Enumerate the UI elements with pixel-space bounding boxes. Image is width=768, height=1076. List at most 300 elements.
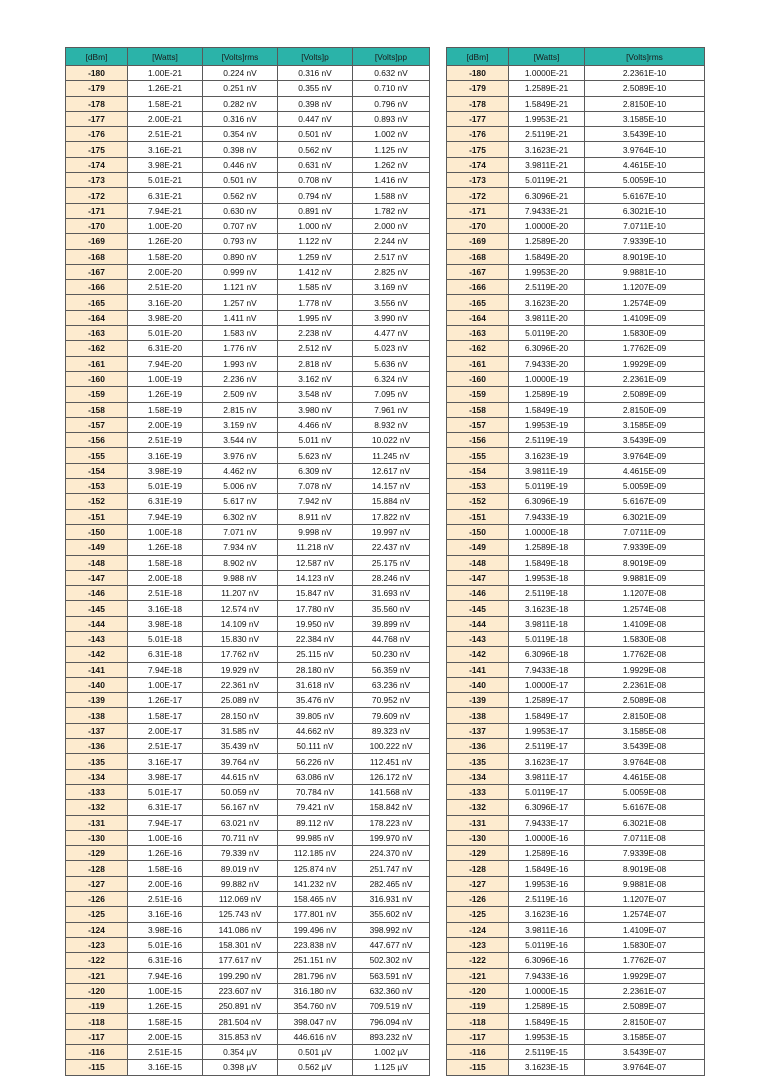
cell-dbm: -157 [66,417,128,432]
table-row [66,494,430,509]
cell-volts-peak-to-peak: 19.997 nV [353,524,430,539]
column-header-dbm: [dBm] [66,48,128,66]
cell-volts-peak: 354.760 nV [278,999,353,1014]
cell-volts-peak: 79.421 nV [278,800,353,815]
cell-volts-rms: 1.4109E-07 [585,922,705,937]
cell-dbm: -142 [447,647,509,662]
table-row [447,861,705,876]
cell-watts: 3.98E-20 [128,310,203,325]
cell-dbm: -176 [447,127,509,142]
table-row [447,417,705,432]
cell-volts-rms: 3.976 nV [203,448,278,463]
cell-volts-rms: 31.585 nV [203,723,278,738]
cell-volts-rms: 7.0711E-10 [585,218,705,233]
cell-watts: 7.94E-16 [128,968,203,983]
table-row [447,310,705,325]
cell-watts: 7.9433E-21 [509,203,585,218]
cell-volts-peak-to-peak: 44.768 nV [353,631,430,646]
cell-volts-peak: 0.398 nV [278,96,353,111]
cell-volts-rms: 0.446 nV [203,157,278,172]
cell-volts-peak: 0.562 µV [278,1060,353,1075]
cell-volts-rms: 0.398 nV [203,142,278,157]
cell-watts: 1.58E-18 [128,555,203,570]
cell-watts: 1.00E-15 [128,983,203,998]
cell-dbm: -178 [447,96,509,111]
cell-volts-rms: 0.630 nV [203,203,278,218]
table-row [66,830,430,845]
cell-volts-peak: 1.412 nV [278,264,353,279]
cell-volts-peak-to-peak: 17.822 nV [353,509,430,524]
cell-watts: 5.01E-17 [128,784,203,799]
cell-volts-rms: 9.988 nV [203,570,278,585]
cell-dbm: -118 [66,1014,128,1029]
cell-watts: 1.5849E-21 [509,96,585,111]
cell-volts-peak-to-peak: 3.990 nV [353,310,430,325]
cell-volts-rms: 2.8150E-07 [585,1014,705,1029]
cell-watts: 1.5849E-16 [509,861,585,876]
cell-dbm: -164 [447,310,509,325]
cell-watts: 3.16E-21 [128,142,203,157]
cell-dbm: -169 [66,234,128,249]
cell-dbm: -122 [447,953,509,968]
cell-volts-rms: 0.890 nV [203,249,278,264]
cell-watts: 3.9811E-20 [509,310,585,325]
cell-dbm: -134 [447,769,509,784]
cell-volts-peak-to-peak: 0.796 nV [353,96,430,111]
cell-volts-peak: 28.180 nV [278,662,353,677]
cell-dbm: -139 [447,693,509,708]
cell-watts: 6.3096E-17 [509,800,585,815]
cell-volts-peak: 1.778 nV [278,295,353,310]
cell-dbm: -136 [66,739,128,754]
table-row [447,662,705,677]
cell-volts-rms: 3.9764E-07 [585,1060,705,1075]
cell-watts: 6.3096E-21 [509,188,585,203]
cell-volts-peak: 446.616 nV [278,1029,353,1044]
cell-dbm: -134 [66,769,128,784]
cell-volts-peak-to-peak: 5.023 nV [353,341,430,356]
cell-volts-peak-to-peak: 1.416 nV [353,173,430,188]
cell-volts-peak-to-peak: 8.932 nV [353,417,430,432]
cell-volts-peak: 0.891 nV [278,203,353,218]
cell-volts-rms: 4.462 nV [203,463,278,478]
cell-volts-rms: 79.339 nV [203,846,278,861]
cell-volts-rms: 2.5089E-09 [585,387,705,402]
cell-volts-rms: 158.301 nV [203,937,278,952]
cell-dbm: -141 [447,662,509,677]
cell-watts: 1.00E-16 [128,830,203,845]
table-row [447,937,705,952]
table-row [66,555,430,570]
cell-watts: 1.9953E-16 [509,876,585,891]
cell-dbm: -152 [447,494,509,509]
cell-volts-peak: 0.355 nV [278,81,353,96]
cell-volts-peak: 4.466 nV [278,417,353,432]
cell-watts: 7.9433E-19 [509,509,585,524]
cell-dbm: -150 [447,524,509,539]
cell-dbm: -130 [447,830,509,845]
cell-dbm: -123 [447,937,509,952]
cell-dbm: -132 [66,800,128,815]
table-row [447,647,705,662]
cell-volts-rms: 0.707 nV [203,218,278,233]
cell-volts-peak: 251.151 nV [278,953,353,968]
cell-volts-rms: 2.2361E-07 [585,983,705,998]
cell-watts: 3.1623E-18 [509,601,585,616]
column-header-volts-rms: [Volts]rms [585,48,705,66]
column-header-dbm: [dBm] [447,48,509,66]
cell-volts-rms: 112.069 nV [203,892,278,907]
cell-dbm: -178 [66,96,128,111]
table-row [66,708,430,723]
cell-watts: 5.01E-21 [128,173,203,188]
table-row [447,784,705,799]
cell-volts-peak-to-peak: 14.157 nV [353,479,430,494]
cell-volts-peak-to-peak: 199.970 nV [353,830,430,845]
cell-volts-rms: 2.815 nV [203,402,278,417]
table-row [447,907,705,922]
table-row [447,387,705,402]
cell-dbm: -174 [447,157,509,172]
cell-volts-peak-to-peak: 126.172 nV [353,769,430,784]
cell-dbm: -155 [447,448,509,463]
table-row [66,784,430,799]
cell-volts-peak-to-peak: 178.223 nV [353,815,430,830]
cell-watts: 1.0000E-21 [509,66,585,81]
cell-watts: 1.9953E-15 [509,1029,585,1044]
cell-watts: 1.58E-21 [128,96,203,111]
cell-watts: 3.98E-16 [128,922,203,937]
cell-volts-peak: 8.911 nV [278,509,353,524]
table-row [66,463,430,478]
cell-volts-peak-to-peak: 709.519 nV [353,999,430,1014]
cell-dbm: -115 [66,1060,128,1075]
table-row [447,188,705,203]
cell-volts-peak-to-peak: 39.899 nV [353,616,430,631]
cell-volts-peak: 6.309 nV [278,463,353,478]
cell-volts-rms: 22.361 nV [203,677,278,692]
cell-watts: 2.51E-18 [128,586,203,601]
cell-dbm: -130 [66,830,128,845]
cell-watts: 6.31E-16 [128,953,203,968]
cell-volts-rms: 1.1207E-07 [585,892,705,907]
cell-dbm: -170 [447,218,509,233]
table-row [447,66,705,81]
cell-volts-peak: 25.115 nV [278,647,353,662]
cell-dbm: -128 [66,861,128,876]
cell-volts-rms: 3.9764E-08 [585,754,705,769]
cell-dbm: -137 [66,723,128,738]
cell-dbm: -136 [447,739,509,754]
table-row [66,861,430,876]
table-row [447,81,705,96]
cell-volts-peak-to-peak: 70.952 nV [353,693,430,708]
cell-volts-rms: 0.562 nV [203,188,278,203]
cell-volts-peak: 14.123 nV [278,570,353,585]
table-row [66,723,430,738]
cell-dbm: -170 [66,218,128,233]
cell-volts-peak: 9.998 nV [278,524,353,539]
cell-dbm: -156 [66,433,128,448]
cell-volts-peak-to-peak: 89.323 nV [353,723,430,738]
cell-dbm: -128 [447,861,509,876]
cell-volts-rms: 2.5089E-10 [585,81,705,96]
cell-volts-peak-to-peak: 251.747 nV [353,861,430,876]
cell-dbm: -153 [447,479,509,494]
table-row [66,188,430,203]
cell-volts-peak-to-peak: 12.617 nV [353,463,430,478]
cell-volts-peak-to-peak: 112.451 nV [353,754,430,769]
cell-watts: 3.98E-21 [128,157,203,172]
cell-volts-rms: 0.999 nV [203,264,278,279]
cell-dbm: -149 [447,540,509,555]
cell-volts-peak: 0.562 nV [278,142,353,157]
cell-volts-rms: 1.9929E-09 [585,356,705,371]
cell-volts-rms: 1.7762E-08 [585,647,705,662]
cell-volts-rms: 250.891 nV [203,999,278,1014]
cell-watts: 7.9433E-18 [509,662,585,677]
dbm-scientific-table [446,47,705,1076]
cell-watts: 7.9433E-16 [509,968,585,983]
cell-dbm: -139 [66,693,128,708]
cell-watts: 2.5119E-20 [509,280,585,295]
cell-watts: 2.51E-17 [128,739,203,754]
table-row [66,448,430,463]
cell-volts-peak: 0.794 nV [278,188,353,203]
cell-volts-rms: 3.1585E-10 [585,111,705,126]
cell-volts-peak-to-peak: 1.782 nV [353,203,430,218]
cell-watts: 3.16E-15 [128,1060,203,1075]
table-row [66,907,430,922]
cell-watts: 1.26E-19 [128,387,203,402]
cell-volts-rms: 5.6167E-10 [585,188,705,203]
cell-volts-rms: 2.8150E-08 [585,708,705,723]
cell-watts: 3.16E-18 [128,601,203,616]
cell-volts-rms: 281.504 nV [203,1014,278,1029]
cell-watts: 1.2589E-18 [509,540,585,555]
cell-watts: 7.94E-18 [128,662,203,677]
cell-volts-rms: 3.5439E-09 [585,433,705,448]
table-row [447,371,705,386]
cell-watts: 2.00E-16 [128,876,203,891]
cell-dbm: -129 [66,846,128,861]
cell-watts: 1.5849E-20 [509,249,585,264]
cell-watts: 3.9811E-16 [509,922,585,937]
cell-volts-rms: 0.282 nV [203,96,278,111]
cell-dbm: -171 [66,203,128,218]
cell-volts-peak-to-peak: 0.632 nV [353,66,430,81]
cell-volts-peak: 63.086 nV [278,769,353,784]
cell-watts: 2.51E-19 [128,433,203,448]
cell-dbm: -146 [447,586,509,601]
table-row [447,448,705,463]
cell-volts-peak-to-peak: 31.693 nV [353,586,430,601]
cell-volts-rms: 7.0711E-08 [585,830,705,845]
table-row [66,280,430,295]
table-row [66,662,430,677]
cell-volts-peak: 99.985 nV [278,830,353,845]
table-row [447,983,705,998]
cell-watts: 2.00E-21 [128,111,203,126]
table-row [66,815,430,830]
cell-watts: 2.00E-17 [128,723,203,738]
cell-volts-rms: 1.5830E-09 [585,326,705,341]
cell-volts-peak-to-peak: 15.884 nV [353,494,430,509]
cell-volts-rms: 17.762 nV [203,647,278,662]
cell-volts-rms: 14.109 nV [203,616,278,631]
cell-volts-peak-to-peak: 63.236 nV [353,677,430,692]
table-row [447,815,705,830]
cell-watts: 1.0000E-19 [509,371,585,386]
cell-volts-rms: 1.993 nV [203,356,278,371]
cell-volts-rms: 8.902 nV [203,555,278,570]
cell-volts-peak: 0.501 nV [278,127,353,142]
cell-volts-peak: 50.111 nV [278,739,353,754]
cell-dbm: -125 [66,907,128,922]
table-row [447,586,705,601]
table-row [66,1029,430,1044]
table-row [447,723,705,738]
dbm-conversion-table [65,47,430,1076]
cell-volts-peak: 44.662 nV [278,723,353,738]
cell-dbm: -156 [447,433,509,448]
cell-dbm: -125 [447,907,509,922]
table-row [66,800,430,815]
table-row [66,81,430,96]
table-row [447,356,705,371]
cell-volts-rms: 7.9339E-08 [585,846,705,861]
cell-volts-peak-to-peak: 1.125 µV [353,1060,430,1075]
cell-volts-rms: 7.0711E-09 [585,524,705,539]
cell-watts: 3.16E-20 [128,295,203,310]
cell-dbm: -160 [447,371,509,386]
cell-watts: 6.3096E-18 [509,647,585,662]
cell-watts: 3.1623E-20 [509,295,585,310]
table-row [447,249,705,264]
cell-dbm: -144 [66,616,128,631]
cell-volts-rms: 89.019 nV [203,861,278,876]
cell-volts-peak: 11.218 nV [278,540,353,555]
cell-volts-rms: 315.853 nV [203,1029,278,1044]
table-row [66,142,430,157]
cell-volts-rms: 0.793 nV [203,234,278,249]
cell-volts-peak: 3.548 nV [278,387,353,402]
cell-volts-peak-to-peak: 282.465 nV [353,876,430,891]
cell-dbm: -123 [66,937,128,952]
cell-volts-rms: 1.1207E-08 [585,586,705,601]
cell-watts: 6.31E-18 [128,647,203,662]
cell-watts: 1.58E-19 [128,402,203,417]
cell-volts-peak: 70.784 nV [278,784,353,799]
cell-dbm: -151 [66,509,128,524]
table-row [447,677,705,692]
cell-dbm: -175 [447,142,509,157]
cell-watts: 3.9811E-19 [509,463,585,478]
cell-volts-peak: 177.801 nV [278,907,353,922]
cell-dbm: -116 [447,1045,509,1060]
cell-dbm: -140 [66,677,128,692]
cell-volts-rms: 7.9339E-10 [585,234,705,249]
cell-watts: 1.5849E-15 [509,1014,585,1029]
table-row [447,754,705,769]
cell-watts: 1.0000E-16 [509,830,585,845]
cell-watts: 7.9433E-17 [509,815,585,830]
cell-volts-peak: 0.447 nV [278,111,353,126]
cell-watts: 1.26E-16 [128,846,203,861]
cell-volts-rms: 0.251 nV [203,81,278,96]
cell-dbm: -138 [66,708,128,723]
cell-dbm: -117 [447,1029,509,1044]
table-row [447,479,705,494]
cell-watts: 3.1623E-15 [509,1060,585,1075]
cell-dbm: -151 [447,509,509,524]
cell-volts-rms: 3.159 nV [203,417,278,432]
cell-volts-peak: 0.316 nV [278,66,353,81]
table-header-row [447,48,705,66]
cell-watts: 5.01E-20 [128,326,203,341]
cell-dbm: -166 [66,280,128,295]
cell-volts-rms: 9.9881E-10 [585,264,705,279]
cell-dbm: -167 [447,264,509,279]
cell-volts-peak-to-peak: 11.245 nV [353,448,430,463]
cell-dbm: -126 [447,892,509,907]
table-row [66,127,430,142]
cell-volts-peak: 141.232 nV [278,876,353,891]
cell-volts-rms: 2.5089E-08 [585,693,705,708]
cell-dbm: -115 [447,1060,509,1075]
cell-watts: 3.98E-17 [128,769,203,784]
table-row [447,341,705,356]
cell-watts: 1.5849E-17 [509,708,585,723]
cell-dbm: -121 [66,968,128,983]
cell-watts: 2.5119E-17 [509,739,585,754]
cell-dbm: -180 [447,66,509,81]
table-row [66,937,430,952]
cell-volts-rms: 2.2361E-10 [585,66,705,81]
cell-volts-rms: 1.7762E-07 [585,953,705,968]
cell-volts-rms: 50.059 nV [203,784,278,799]
cell-dbm: -162 [447,341,509,356]
cell-volts-rms: 2.8150E-09 [585,402,705,417]
cell-volts-peak: 3.162 nV [278,371,353,386]
cell-volts-rms: 1.5830E-08 [585,631,705,646]
cell-dbm: -153 [66,479,128,494]
cell-volts-peak: 1.585 nV [278,280,353,295]
table-row [447,295,705,310]
cell-dbm: -171 [447,203,509,218]
cell-dbm: -143 [447,631,509,646]
cell-dbm: -172 [447,188,509,203]
cell-volts-peak: 1.259 nV [278,249,353,264]
cell-dbm: -121 [447,968,509,983]
table-row [66,371,430,386]
cell-dbm: -133 [447,784,509,799]
cell-volts-rms: 1.4109E-08 [585,616,705,631]
table-row [447,433,705,448]
cell-dbm: -133 [66,784,128,799]
table-row [447,1045,705,1060]
table-row [447,555,705,570]
cell-volts-rms: 5.6167E-09 [585,494,705,509]
cell-volts-peak: 199.496 nV [278,922,353,937]
table-row [66,203,430,218]
cell-dbm: -172 [66,188,128,203]
cell-volts-peak: 125.874 nV [278,861,353,876]
cell-volts-rms: 3.1585E-09 [585,417,705,432]
cell-volts-rms: 3.1585E-07 [585,1029,705,1044]
cell-volts-peak: 1.000 nV [278,218,353,233]
cell-volts-peak-to-peak: 224.370 nV [353,846,430,861]
